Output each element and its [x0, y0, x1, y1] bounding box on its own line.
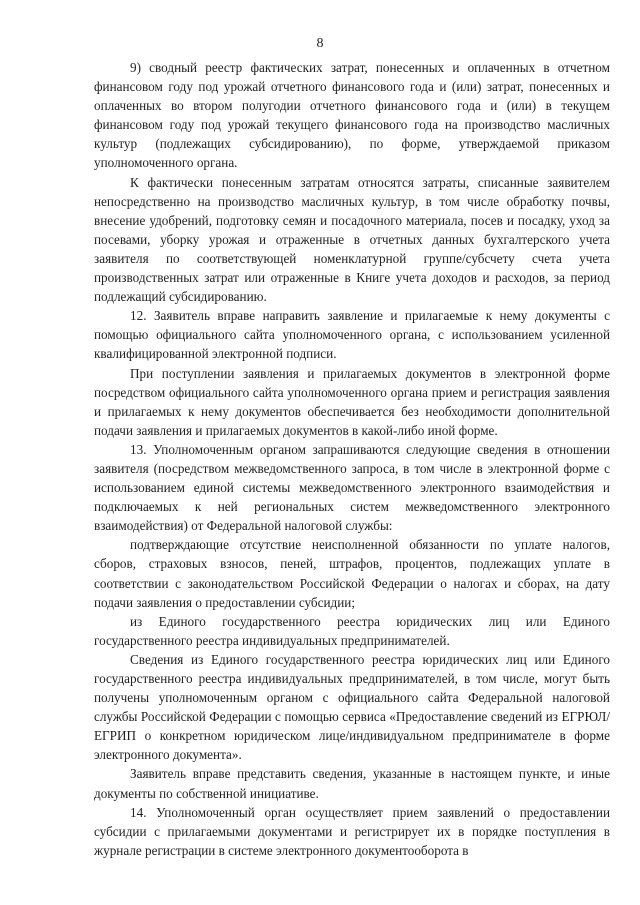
paragraph-own-initiative: Заявитель вправе представить сведения, указанные в настоящем пункте, и иные документы по собственной инициативе. [94, 766, 610, 801]
paragraph-electronic-submission: При поступлении заявления и прилагаемых документов в электронной форме посредством официального сайта уполномоченного органа прием и регистрация заявления и прилагаемых к нему документов обеспечивается без необходимости дополнительной подачи заявления и прилагаемых документов в какой-либо иной форме. [94, 365, 610, 438]
paragraph-clause-12: 12. Заявитель вправе направить заявление и прилагаемые к нему документы с помощью официального сайта уполномоченного органа, с использованием усиленной квалифицированной электронной подписи. [94, 308, 610, 362]
paragraph-clause-14: 14. Уполномоченный орган осуществляет прием заявлений о предоставлении субсидии с прилагаемыми документами и регистрирует их в порядке поступления в журнале регистрации в системе электронного документооборота в [94, 804, 610, 858]
paragraph-actual-costs: К фактически понесенным затратам относятся затраты, списанные заявителем непосредственно на производство масличных культур, в том числе обработку почвы, внесение удобрений, подготовку семян и посадочного материала, посев и посадку, уход за посевами, уборку урожая и отраженные в отчетных данных бухгалтерского учета заявителя по соответствующей номенклатурной группе/субсчету счета учета производственных затрат или отраженные в Книге учета доходов и расходов, за период подлежащий субсидированию. [94, 174, 610, 305]
paragraph-registry-extract: из Единого государственного реестра юридических лиц или Единого государственного реестра индивидуальных предпринимателей. [94, 613, 610, 648]
paragraph-clause-13: 13. Уполномоченным органом запрашиваются следующие сведения в отношении заявителя (посредством межведомственного запроса, в том числе в электронной форме с использованием единой системы межведомственного электронного взаимодействия и подключаемых к ней региональных систем межведомственного электронного взаимодействия) от Федеральной налоговой службы: [94, 441, 610, 534]
page-number: 8 [316, 36, 324, 51]
paragraph-cost-registry: 9) сводный реестр фактических затрат, понесенных и оплаченных в отчетном финансовом году под урожай отчетного финансового года и (или) затрат, понесенных и оплаченных во втором полугодии отчетного финансового года и (или) в текущем финансовом году под урожай текущего финансового года на производство масличных культур (подлежащих субсидированию), по форме, утверждаемой приказом уполномоченного органа. [94, 60, 610, 171]
document-body [94, 58, 610, 860]
paragraph-tax-obligations: подтверждающие отсутствие неисполненной обязанности по уплате налогов, сборов, страховых взносов, пеней, штрафов, процентов, подлежащих уплате в соответствии с законодательством Российской Федерации о налогах и сборах, на дату подачи заявления о предоставлении субсидии; [94, 537, 610, 610]
paragraph-registry-online: Сведения из Единого государственного реестра юридических лиц или Единого государственного реестра индивидуальных предпринимателей, в том числе, могут быть получены уполномоченным органом с официального сайта Федеральной налоговой службы Российской Федерации с помощью сервиса «Предоставление сведений из ЕГРЮЛ/ЕГРИП о конкретном юридическом лице/индивидуальном предпринимателе в форме электронного документа». [94, 651, 610, 763]
